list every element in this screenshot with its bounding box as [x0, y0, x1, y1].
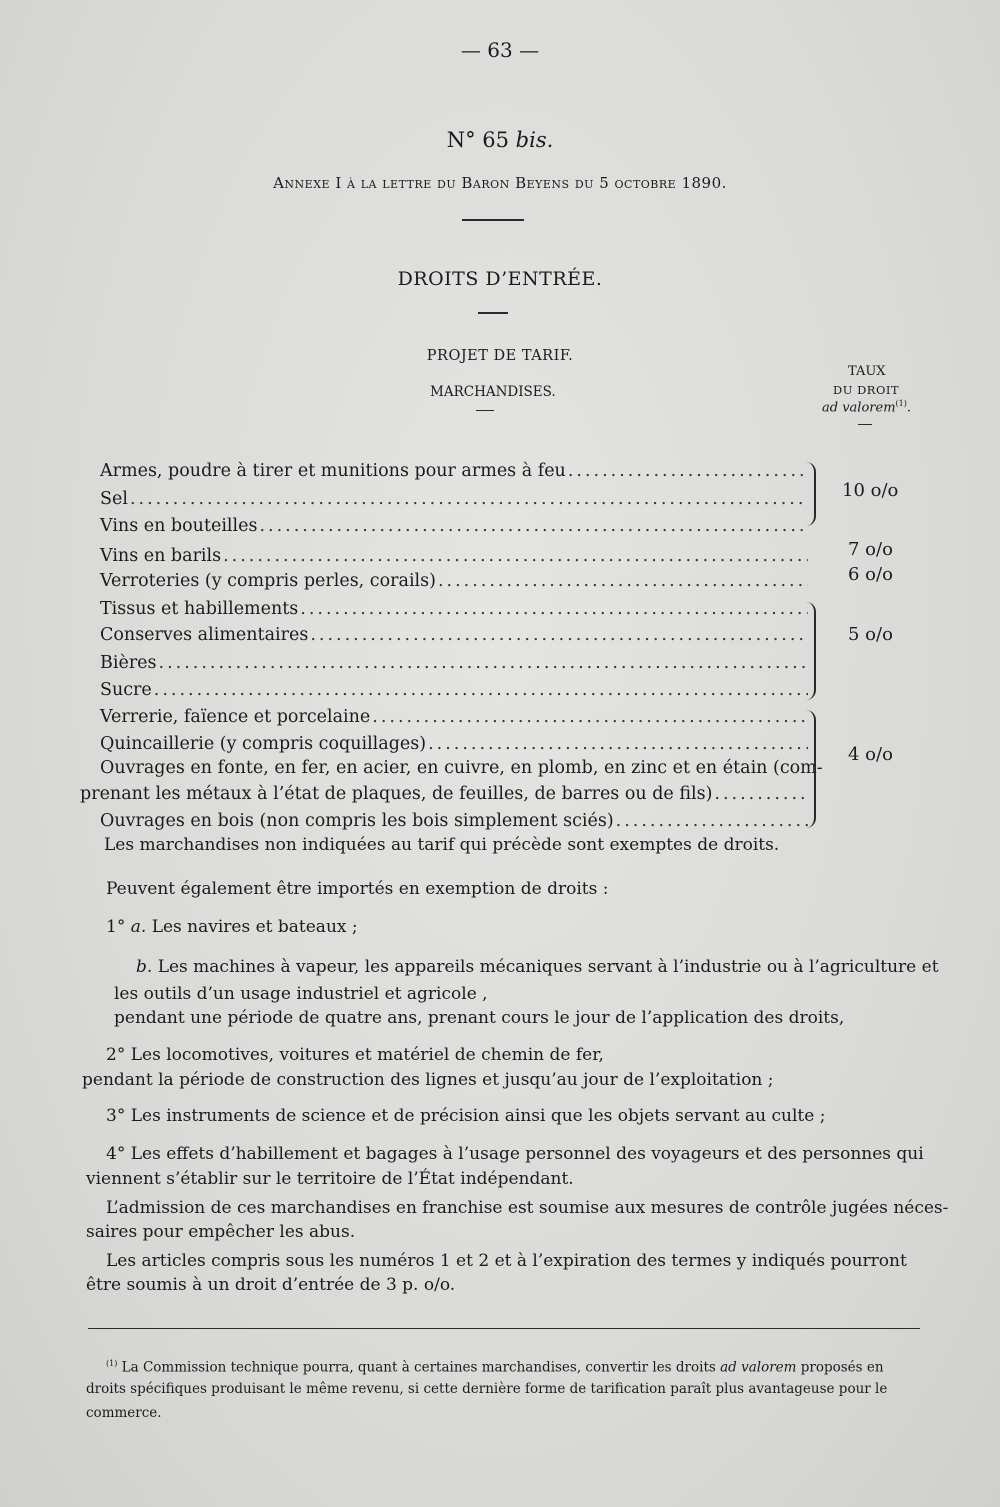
rate-4pct: 4 o/o — [848, 744, 893, 765]
control-line2: saires pour empêcher les abus. — [86, 1222, 356, 1242]
rate-5pct: 5 o/o — [848, 624, 893, 645]
rate-dash — [858, 424, 872, 425]
column-header-goods: MARCHANDISES. — [430, 384, 556, 400]
tariff-row: Ouvrages en fonte, en fer, en acier, en cuivre, en plomb, en zinc et en étain (com- — [100, 758, 823, 778]
brace-4pct — [804, 710, 816, 828]
rate-7pct: 7 o/o — [848, 539, 893, 560]
rate-10pct: 10 o/o — [842, 480, 899, 501]
exemption-2-number: 2° — [106, 1045, 126, 1065]
tariff-row: Sel ..... — [100, 486, 808, 512]
goods-dash — [476, 410, 494, 411]
exemption-2 — [106, 1043, 604, 1067]
exemption-1b-letter: b. — [136, 957, 153, 977]
advalorem-label: ad valorem — [822, 400, 896, 416]
footnote-line2: droits spécifiques produisant le même revenu, si cette dernière forme de tarification paraît plus avantageuse pour le — [86, 1381, 888, 1397]
page-number: — 63 — — [460, 38, 540, 62]
column-header-rate-sub: DU DROIT — [833, 383, 900, 397]
tariff-row: Verrerie, faïence et porcelaine ..... — [100, 704, 808, 730]
footnote-line1-b: proposés en — [800, 1359, 884, 1376]
tariff-row: Bières ..... — [100, 650, 808, 676]
section-subtitle: PROJET DE TARIF. — [426, 348, 574, 364]
tariff-row: Armes, poudre à tirer et munitions pour armes à feu ..... — [100, 458, 808, 484]
exemption-4-line2: viennent s’établir sur le territoire de l’État indépendant. — [86, 1169, 574, 1189]
column-header-rate-advalorem: ad valorem$^{(1)}$. — [822, 399, 912, 416]
exemption-1a-text: Les navires et bateaux ; — [151, 917, 358, 937]
footnote-advalorem: ad valorem — [720, 1359, 797, 1376]
exemption-1b-line1 — [136, 955, 939, 979]
footnote-line3: commerce. — [86, 1405, 162, 1421]
control-line1: L’admission de ces marchandises en franchise est soumise aux mesures de contrôle jugées néces- — [106, 1198, 949, 1218]
tariff-row: Vins en barils ..... — [100, 543, 808, 569]
tariff-row: Ouvrages en bois (non compris les bois simplement sciés) ..... — [100, 808, 808, 834]
header-divider — [462, 219, 524, 221]
tariff-row: prenant les métaux à l’état de plaques, de feuilles, de barres ou de fils) ..... — [80, 781, 808, 807]
tariff-row: Vins en bouteilles ..... — [100, 513, 808, 539]
tariff-row: Quincaillerie (y compris coquillages) ..... — [100, 731, 808, 757]
exemption-4-line1 — [106, 1142, 924, 1166]
exemption-1b-line2: les outils d’un usage industriel et agricole , — [114, 984, 488, 1004]
footnote-divider — [88, 1328, 920, 1329]
exemption-1-number: 1° — [106, 917, 126, 937]
brace-10pct — [804, 462, 816, 526]
exemption-1b-text: Les machines à vapeur, les appareils mécaniques servant à l’industrie ou à l’agriculture et — [157, 957, 939, 977]
tariff-row: Verroteries (y compris perles, corails) ..... — [100, 568, 808, 594]
tariff-row: Sucre ..... — [100, 677, 808, 703]
exemption-3-text: Les instruments de science et de précision ainsi que les objets servant au culte ; — [130, 1106, 826, 1126]
exemption-1-period: pendant une période de quatre ans, prenant cours le jour de l’application des droits, — [114, 1008, 845, 1028]
footnote-marker: (1) — [106, 1359, 118, 1368]
exemption-2-period: pendant la période de construction des lignes et jusqu’au jour de l’exploitation ; — [82, 1070, 774, 1090]
exemption-2-text: Les locomotives, voitures et matériel de chemin de fer, — [130, 1045, 604, 1065]
rate-6pct: 6 o/o — [848, 564, 893, 585]
exemption-1a-letter: a. — [130, 917, 147, 937]
annex-line: Annexe I à la lettre du Baron Beyens du 5 octobre 1890. — [273, 174, 727, 192]
exemption-3-number: 3° — [106, 1106, 126, 1126]
footnote-line1-a: La Commission technique pourra, quant à certaines marchandises, convertir les droits — [121, 1359, 716, 1376]
exemption-1a — [106, 915, 358, 939]
exemption-3 — [106, 1104, 825, 1128]
document-number-suffix: bis. — [515, 128, 554, 152]
exemption-4-text: Les effets d’habillement et bagages à l’usage personnel des voyageurs et des personnes qui — [130, 1144, 924, 1164]
footnote-ref: (1) — [895, 399, 907, 408]
section-title: DROITS D’ENTRÉE. — [397, 268, 603, 290]
exemptions-intro: Peuvent également être importés en exemption de droits : — [106, 879, 609, 899]
tariff-row: Tissus et habillements ..... — [100, 596, 808, 622]
tariff-row: Conserves alimentaires ..... — [100, 622, 808, 648]
articles-line2: être soumis à un droit d’entrée de 3 p. o/o. — [86, 1275, 456, 1295]
document-number-main: N° 65 — [446, 128, 509, 152]
brace-5pct — [804, 602, 816, 700]
articles-line1: Les articles compris sous les numéros 1 et 2 et à l’expiration des termes y indiqués pourront — [106, 1251, 907, 1271]
column-header-rate: TAUX — [848, 364, 886, 379]
title-divider — [478, 312, 508, 314]
document-number — [0, 128, 1000, 152]
exempt-note: Les marchandises non indiquées au tarif qui précède sont exemptes de droits. — [104, 835, 780, 855]
footnote-line1 — [106, 1352, 884, 1380]
exemption-4-number: 4° — [106, 1144, 126, 1164]
